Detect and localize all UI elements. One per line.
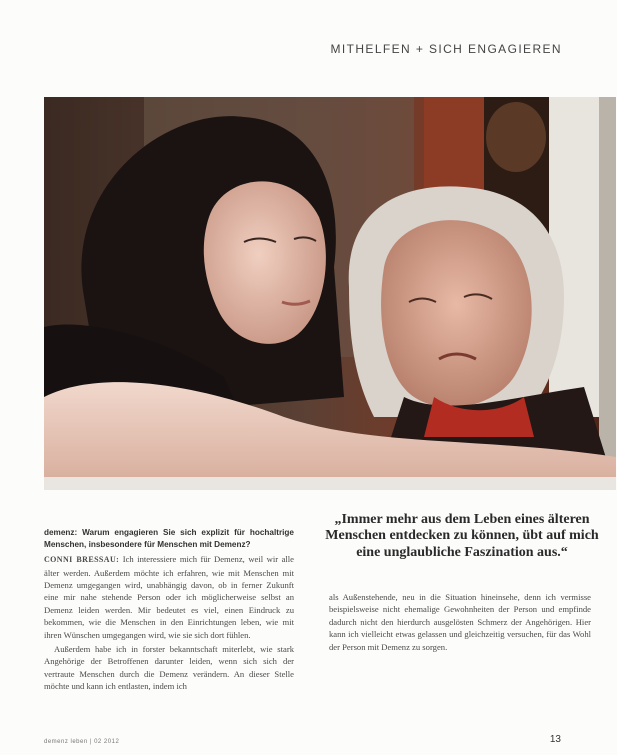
answer-speaker: CONNI BRESSAU:: [44, 555, 120, 565]
article-photo: [44, 97, 616, 490]
article-right-column: als Außenstehende, neu in die Situation hineinsehe, denn ich vermisse beispielsweise nicht ehemalige Gewohnheiten der Person und empfinde dadurch nicht den hierdurch ausgelösten Schmerz der Angehörigen. Hier kann ich vielleicht etwas gelassen und gleichzeitig versuchen, für das Wohl der Person mit Demenz zu sorgen.: [329, 592, 591, 652]
answer-paragraph-2: Außerdem habe ich in forster bekanntschaft miterlebt, wie stark Angehörige der Betroffenen darunter leiden, wenn sich sich der vertraute Menschen durch die Demenz verändern. An dieser Stelle möchte und kann ich entlasten, indem ich: [44, 644, 294, 692]
article-left-column: [44, 527, 294, 693]
answer-paragraph-1: [44, 553, 294, 641]
magazine-footer: demenz leben | 02 2012: [44, 739, 120, 745]
page-number: 13: [549, 734, 561, 745]
section-header: MITHELFEN + SICH ENGAGIEREN: [330, 42, 562, 56]
answer-text-1: Ich interessiere mich für Demenz, weil wir alle älter werden. Außerdem möchte ich erfahren, wie mit Menschen mit Demenz umgegangen wird, unabhängig davon, ob in ferner Zukunft eine mir nahe stehende Person oder ich möglicherweise selbst an Demenz leiden werden. Mir bedeutet es viel, einen Eindruck zu bekommen, wie die Menschen in den Einrichtungen leben, wie mit ihren Wünschen umgegangen wird, wie sie sich dort fühlen.: [44, 554, 294, 640]
pull-quote: „Immer mehr aus dem Leben eines älteren Menschen entdecken zu können, übt auf mich eine unglaubliche Faszination aus.“: [325, 512, 599, 560]
interview-question: demenz: Warum engagieren Sie sich explizit für hochaltrige Menschen, insbesondere für Menschen mit Demenz?: [44, 528, 294, 549]
